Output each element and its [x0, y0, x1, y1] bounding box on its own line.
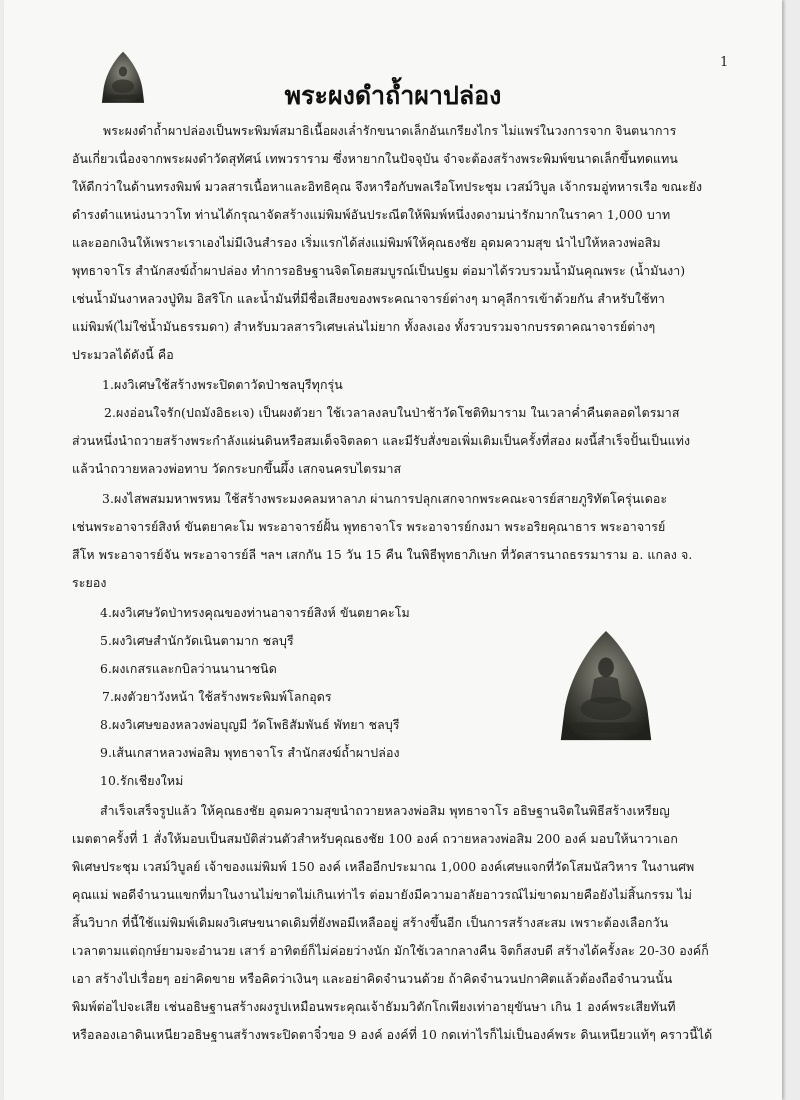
text-line: และออกเงินให้เพราะเราเองไม่มีเงินสำรอง เริ่มแรกได้ส่งแม่พิมพ์ให้คุณธงชัย อุดมความสุข นำไปให้หลวงพ่อสิม [72, 235, 661, 250]
page-title: พระผงดำถ้ำผาปล่อง [284, 81, 502, 110]
text-line: พระผงดำถ้ำผาปล่องเป็นพระพิมพ์สมาธิเนื้อผงเล่ำรักขนาดเล็กอันเกรียงไกร ไม่แพร่ในวงการจาก จินตนาการ [103, 123, 677, 138]
text-line: แล้วนำถวายหลวงพ่อทาบ วัดกระบกขึ้นผึ้ง เสกจนครบไตรมาส [72, 461, 402, 476]
list-item: 4.ผงวิเศษวัดป่าทรงคุณของท่านอาจารย์สิงห์ ขันตยาคะโม [100, 605, 410, 620]
text-line: ดำรงตำแหน่งนาวาโท ท่านได้กรุณาจัดสร้างแม่พิมพ์อันประณีตให้พิมพ์หนึ่งงดงามน่ารักมากในราคา 1,000 บาท [72, 207, 671, 222]
text-line: ส่วนหนึ่งนำถวายสร้างพระกำลังแผ่นดินหรือสมเด็จจิตลดา และมีรับสั่งขอเพิ่มเติมเป็นครั้งที่สอง ผงนี้สำเร็จปั้นเป็นแท่ง [72, 433, 691, 448]
page-number: 1 [720, 55, 729, 70]
text-line: เช่นน้ำมันงาหลวงปู่ทิม อิสริโก และน้ำมันที่มีชื่อเสียงของพระคณาจารย์ต่างๆ มาคุลีการเข้าด้วยกัน สำหรับใช้ทา [72, 291, 665, 306]
text-line: ประมวลได้ดังนี้ คือ [72, 347, 174, 362]
list-item: 7.ผงตัวยาวังหน้า ใช้สร้างพระพิมพ์โลกอุดร [102, 689, 332, 704]
document-page [4, 0, 782, 1100]
text-line: เอา สร้างไปเรื่อยๆ อย่าคิดขาย หรือคิดว่าเงินๆ และอย่าคิดจำนวนด้วย ถ้าคิดจำนวนปกาศิตแล้วต้องถือจำนวนนั้น [72, 971, 673, 986]
text-line: พุทธาจาโร สำนักสงฆ์ถ้ำผาปล่อง ทำการอธิษฐานจิตโดยสมบูรณ์เป็นปฐม ต่อมาได้รวบรวมน้ำมันคุณพระ (น้ำมันงา) [72, 263, 686, 278]
list-item: 5.ผงวิเศษสำนักวัดเนินตามาก ชลบุรี [100, 633, 294, 648]
list-item: 8.ผงวิเศษของหลวงพ่อบุญมี วัดโพธิสัมพันธ์ พัทยา ชลบุรี [100, 717, 400, 732]
text-line: ระยอง [72, 575, 107, 590]
list-item: 9.เส้นเกสาหลวงพ่อสิม พุทธาจาโร สำนักสงฆ์ถ้ำผาปล่อง [100, 745, 400, 760]
text-line: เช่นพระอาจารย์สิงห์ ขันตยาคะโม พระอาจารย์ฝั้น พุทธาจาโร พระอาจารย์กงมา พระอริยคุณาธาร พระอาจารย์ [72, 519, 666, 534]
text-line: สำเร็จเสร็จรูปแล้ว ให้คุณธงชัย อุดมความสุขนำถวายหลวงพ่อสิม พุทธาจาโร อธิษฐานจิตในพิธีสร้างเหรียญ [100, 803, 670, 818]
amulet-photo-large [552, 628, 660, 746]
list-item: 2.ผงอ่อนใจรัก(ปถมังอิธะเจ) เป็นผงตัวยา ใช้เวลาลงลบในป่าช้าวัดโชติทิมาราม ในเวลาค่ำคืนตลอดไตรมาส [104, 405, 680, 420]
text-line: เมตตาครั้งที่ 1 สั่งให้มอบเป็นสมบัติส่วนตัวสำหรับคุณธงชัย 100 องค์ ถวายหลวงพ่อสิม 200 องค์ มอบให้นาวาเอก [72, 831, 678, 846]
text-line: ให้ดีกว่าในด้านทรงพิมพ์ มวลสารเนื้อหาและอิทธิคุณ จึงหารือกับพลเรือโทประชุม เวสม์วิบูล เจ้ากรมอู่ทหารเรือ ขณะยัง [72, 179, 703, 194]
list-item: 3.ผงไสพสมมหาพรหม ใช้สร้างพระมงคลมหาลาภ ผ่านการปลุกเสกจากพระคณะจารย์สายภูริทัตโครุ่นเดอะ [102, 491, 668, 506]
text-line: พิเศษประชุม เวสม์วิบูลย์ เจ้าของแม่พิมพ์ 150 องค์ เหลืออีกประมาณ 1,000 องค์เศษแจกที่วัดโสมนัสวิหาร ในงานศพ [72, 859, 695, 874]
list-item: 1.ผงวิเศษใช้สร้างพระปิดตาวัดป่าชลบุรีทุกรุ่น [102, 377, 343, 392]
text-line: แม่พิมพ์(ไม่ใช่น้ำมันธรรมดา) สำหรับมวลสารวิเศษเล่นไม่ยาก ทั้งลงเอง ทั้งรวบรวมจากบรรดาคณาจารย์ต่างๆ [72, 319, 656, 334]
text-line: สิ้นวิบาก ที่นี้ใช้แม่พิมพ์เดิมผงวิเศษขนาดเดิมที่ยังพอมีเหลืออยู่ สร้างขึ้นอีก เป็นการสร้างสะสม เพราะต้องเลือกวัน [72, 915, 669, 930]
text-line: หรือลองเอาดินเหนียวอธิษฐานสร้างพระปิดตาจิ๋วขอ 9 องค์ องค์ที่ 10 กดเท่าไรก็ไม่เป็นองค์พระ ดินเหนียวแท้ๆ คราวนี้ได้ [72, 1027, 713, 1042]
text-line: คุณแม่ พอดีจำนวนแขกที่มาในงานไม่ขาดไม่เกินเท่าไร ต่อมายังมีความอาลัยอาวรณ์ไม่ขาดมายคือยังไม่สิ้นกรรม ไม่ [72, 887, 693, 902]
text-line: เวลาตามแต่ฤกษ์ยามจะอำนวย เสาร์ อาทิตย์ก็ไม่ค่อยว่างนัก มักใช้เวลากลางคืน จิตก็สงบดี สร้างได้ครั้งละ 20-30 องค์ก็ [72, 943, 709, 958]
text-line: สีโห พระอาจารย์จัน พระอาจารย์ลี ฯลฯ เสกกัน 15 วัน 15 คืน ในพิธีพุทธาภิเษก ที่วัดสารนาถธรรมาราม อ. แกลง จ. [72, 547, 693, 562]
text-line: พิมพ์ต่อไปจะเสีย เช่นอธิษฐานสร้างผงรูปเหมือนพระคุณเจ้าธัมมวิตักโกเพียงเท่าอายุขันษา เกิน 1 องค์พระเสียทันที [72, 999, 676, 1014]
text-line: อันเกี่ยวเนื่องจากพระผงดำวัดสุทัศน์ เทพวราราม ซึ่งหายากในปัจจุบัน จำจะต้องสร้างพระพิมพ์ขนาดเล็กขึ้นทดแทน [72, 151, 678, 166]
list-item: 6.ผงเกสรและกบิลว่านนานาชนิด [100, 661, 277, 676]
list-item: 10.รักเชียงใหม่ [100, 773, 184, 788]
